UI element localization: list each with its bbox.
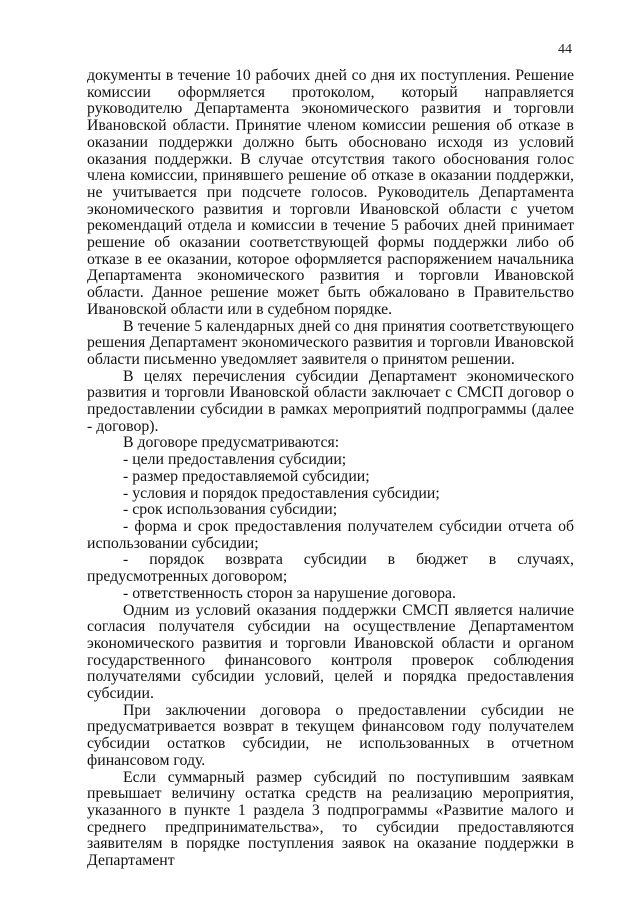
paragraph-agreement: В целях перечисления субсидии Департамент экономического развития и торговли Ивановской области заключает с СМСП договор о предоставлении субсидии в рамках мероприятий подпрограммы (далее - договор).: [87, 367, 574, 435]
list-item-purposes: - цели предоставления субсидии;: [123, 451, 347, 469]
paragraph-notification: В течение 5 календарных дней со дня принятия соответствующего решения Департамент экономического развития и торговли Ивановской области письменно уведомляет заявителя о принятом решении.: [87, 317, 574, 368]
page-number: 44: [558, 42, 572, 57]
paragraph-no-return: При заключении договора о предоставлении субсидии не предусматривается возврат в текущем финансовом году получателем субсидии остатков субсидии, не использованных в отчетном финансовом году.: [87, 701, 574, 769]
paragraph-order-of-provision: Если суммарный размер субсидий по поступившим заявкам превышает величину остатка средств на реализацию мероприятия, указанного в пункте 1 раздела 3 подпрограммы «Развитие малого и среднего предпринимательства», то субсидии предоставляются заявителям в порядке поступления заявок на оказание поддержки в Департамент: [87, 768, 574, 870]
paragraph-consent: Одним из условий оказания поддержки СМСП является наличие согласия получателя субсидии на осуществление Департаментом экономического развития и торговли Ивановской области и органом государственного финансового контроля проверок соблюдения получателями субсидии условий, целей и порядка предоставления субсидии.: [87, 601, 574, 703]
list-item-conditions: - условия и порядок предоставления субсидии;: [123, 484, 440, 502]
paragraph-agreement-provisions-heading: В договоре предусматриваются:: [123, 434, 340, 452]
list-item-term: - срок использования субсидии;: [123, 501, 338, 519]
list-item-refund: - порядок возврата субсидии в бюджет в случаях, предусмотренных договором;: [87, 551, 574, 586]
document-body: [87, 68, 574, 870]
paragraph-commission-decision: документы в течение 10 рабочих дней со дня их поступления. Решение комиссии оформляется протоколом, который направляется руководителю Департамента экономического развития и торговли Ивановской области. Принятие членом комиссии решения об отказе в оказании поддержки должно быть обосновано исходя из условий оказания поддержки. В случае отсутствия такого обоснования голос члена комиссии, принявшего решение об отказе в оказании поддержки, не учитывается при подсчете голосов. Руководитель Департамента экономического развития и торговли Ивановской области с учетом рекомендаций отдела и комиссии в течение 5 рабочих дней принимает решение об оказании соответствующей формы поддержки либо об отказе в ее оказании, которое оформляется распоряжением начальника Департамента экономического развития и торговли Ивановской области. Данное решение может быть обжаловано в Правительство Ивановской области или в судебном порядке.: [87, 67, 574, 318]
list-item-liability: - ответственность сторон за нарушение договора.: [123, 584, 456, 602]
list-item-report: - форма и срок предоставления получателем субсидии отчета об использовании субсидии;: [87, 517, 574, 552]
list-item-amount: - размер предоставляемой субсидии;: [123, 467, 370, 485]
